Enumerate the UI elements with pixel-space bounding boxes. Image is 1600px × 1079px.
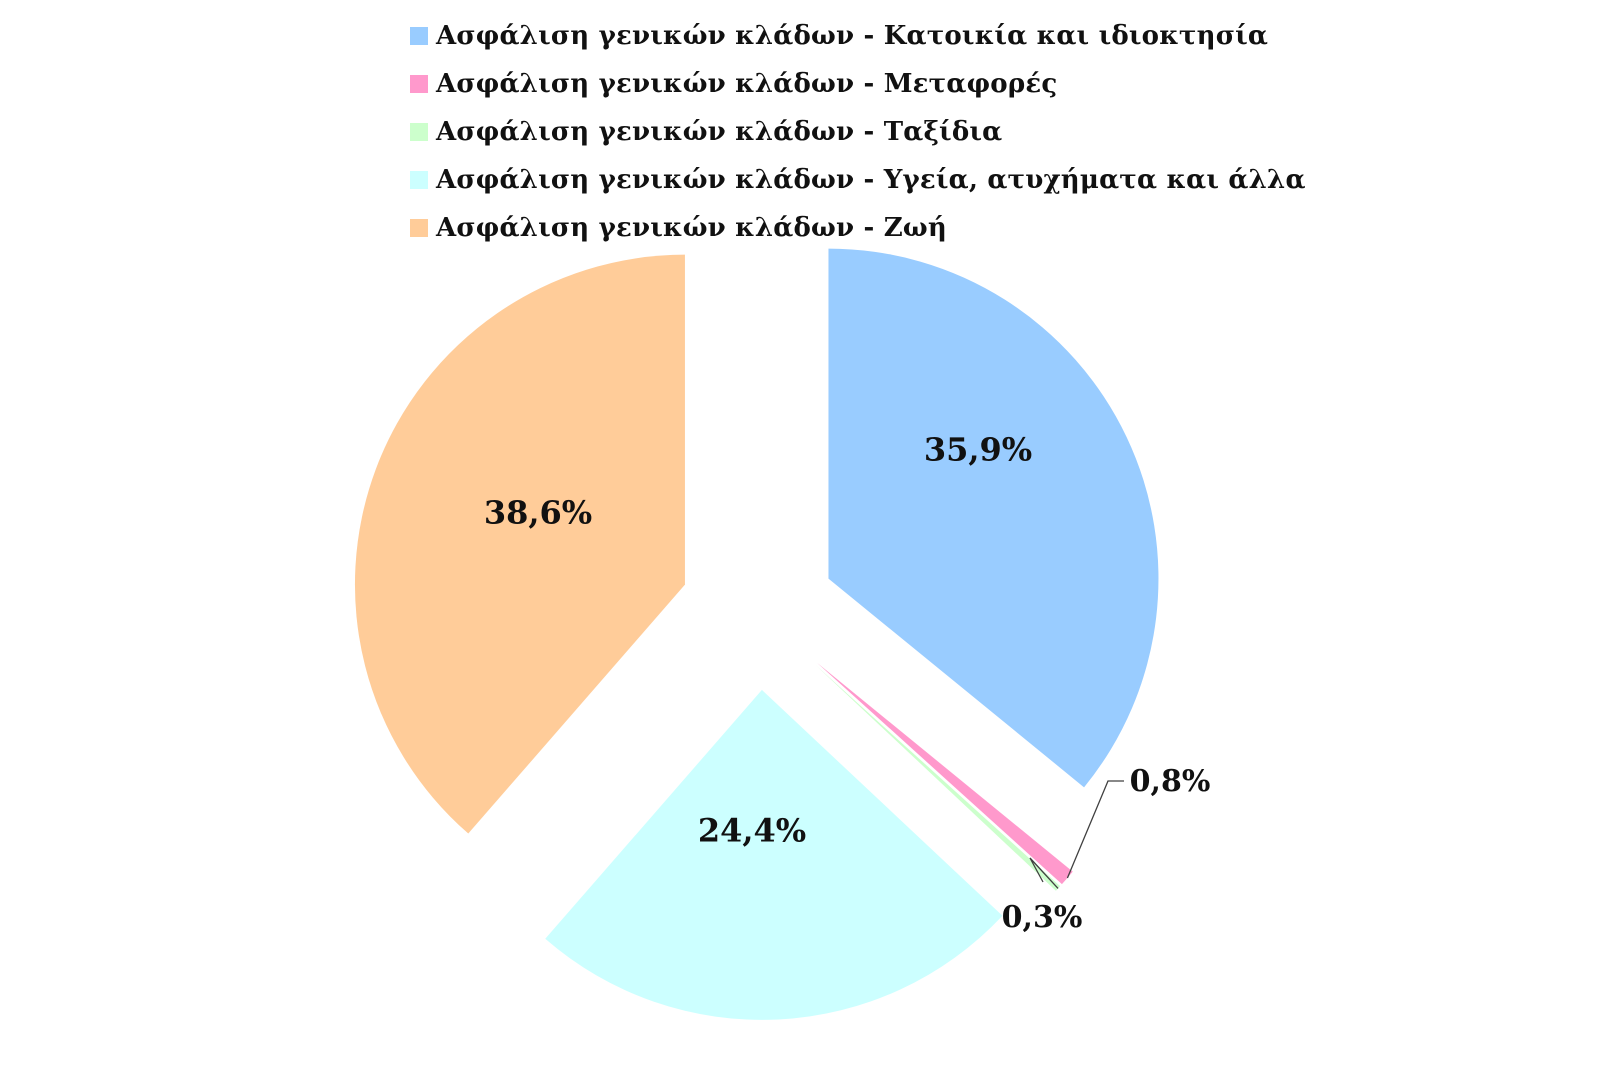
legend-label: Ασφάλιση γενικών κλάδων - Ταξίδια <box>436 117 1003 147</box>
pie-slice <box>828 249 1158 788</box>
data-label: 0,3% <box>1001 900 1083 935</box>
data-label: 38,6% <box>483 493 593 532</box>
data-label: 0,8% <box>1129 764 1211 799</box>
legend-label: Ασφάλιση γενικών κλάδων - Ζωή <box>436 213 947 243</box>
leader-line <box>1067 781 1124 878</box>
legend-label: Ασφάλιση γενικών κλάδων - Υγεία, ατυχήματα και άλλα <box>436 165 1306 195</box>
pie-slice <box>355 255 685 834</box>
legend-label: Ασφάλιση γενικών κλάδων - Κατοικία και ιδιοκτησία <box>436 21 1269 51</box>
legend-label: Ασφάλιση γενικών κλάδων - Μεταφορές <box>436 69 1058 99</box>
pie-slice <box>545 690 1002 1020</box>
data-label: 35,9% <box>923 430 1033 469</box>
data-label: 24,4% <box>697 811 807 850</box>
